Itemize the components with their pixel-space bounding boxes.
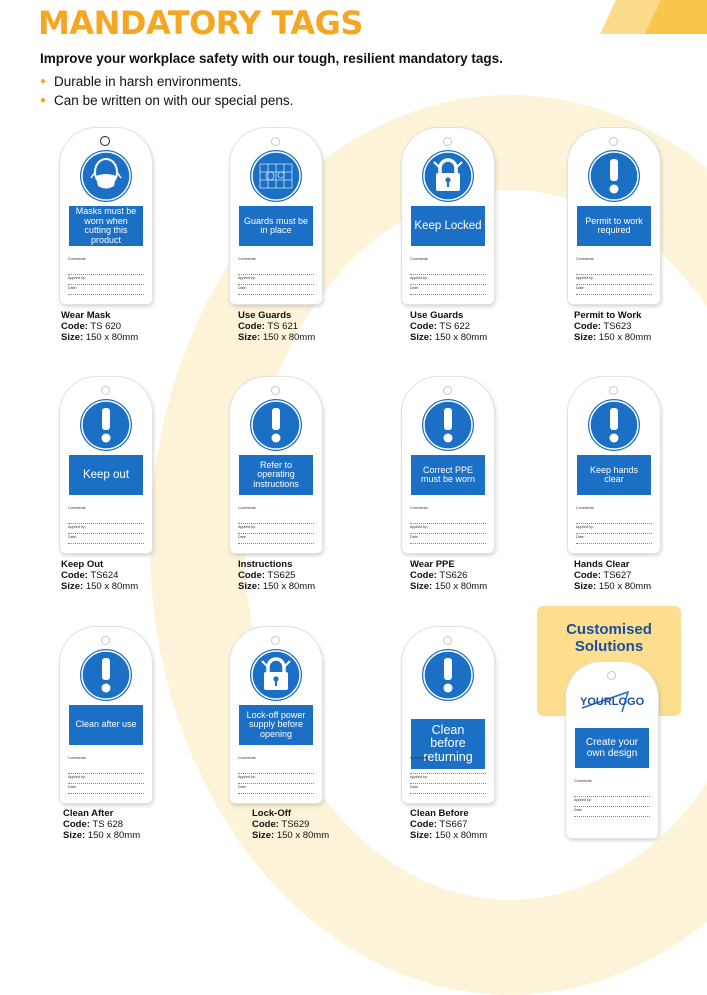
tag-message: Keep hands clear bbox=[577, 455, 651, 495]
guard-icon bbox=[250, 150, 302, 202]
tag-name: Keep Out bbox=[61, 559, 104, 570]
tag-write-fields bbox=[68, 256, 144, 295]
tag-card bbox=[568, 128, 660, 304]
tag-code: Code: TS625 bbox=[238, 570, 296, 581]
exclamation-icon bbox=[588, 399, 640, 451]
tag-field-line: Date: bbox=[238, 534, 314, 544]
tag-card bbox=[230, 128, 322, 304]
tag-field-line: Comments: bbox=[68, 505, 144, 524]
tag-name: Lock-Off bbox=[252, 808, 292, 819]
tag-hole bbox=[443, 636, 452, 645]
tag-card bbox=[402, 627, 494, 803]
tag-name: Clean After bbox=[63, 808, 114, 819]
your-logo-placeholder: YOURLOGO bbox=[580, 696, 645, 708]
tag-write-fields bbox=[410, 256, 486, 295]
tag-write-fields bbox=[238, 505, 314, 544]
tag-size: Size: 150 x 80mm bbox=[61, 581, 139, 592]
tag-name: Instructions bbox=[238, 559, 293, 570]
tag-card bbox=[230, 377, 322, 553]
intro-text: Improve your workplace safety with our tough, resilient mandatory tags. bbox=[40, 51, 503, 66]
tag-size: Size: 150 x 80mm bbox=[410, 332, 488, 343]
tag-size: Size: 150 x 80mm bbox=[252, 830, 330, 841]
tag-card bbox=[230, 627, 322, 803]
tag-field-line: Comments: bbox=[68, 755, 144, 774]
exclamation-icon bbox=[250, 399, 302, 451]
padlock-icon bbox=[250, 649, 302, 701]
tag-code: Code: TS624 bbox=[61, 570, 119, 581]
tag-caption bbox=[574, 310, 651, 343]
tag-field-line: Date: bbox=[68, 285, 144, 295]
tag-caption bbox=[238, 310, 315, 343]
customised-solutions-title: Customised Solutions bbox=[566, 621, 652, 655]
tag-card bbox=[60, 128, 152, 304]
tag-caption bbox=[410, 559, 487, 592]
tag-field-line: Comments: bbox=[68, 256, 144, 275]
exclamation-icon bbox=[80, 399, 132, 451]
tag-field-line: Applied by: bbox=[410, 774, 486, 784]
page-title: MANDATORY TAGS bbox=[38, 4, 363, 42]
tag-field-line: Date: bbox=[410, 285, 486, 295]
tag-field-line: Applied by: bbox=[238, 774, 314, 784]
tag-name: Hands Clear bbox=[574, 559, 630, 570]
tag-caption bbox=[61, 310, 138, 343]
tag-hole bbox=[443, 137, 452, 146]
tag-write-fields bbox=[68, 755, 144, 794]
tag-field-line: Comments: bbox=[410, 505, 486, 524]
tag-name: Wear Mask bbox=[61, 310, 111, 321]
tag-size: Size: 150 x 80mm bbox=[410, 830, 488, 841]
tag-field-line: Comments: bbox=[410, 755, 486, 774]
tag-code: Code: TS 620 bbox=[61, 321, 122, 332]
tag-field-line: Date: bbox=[238, 784, 314, 794]
tag-write-fields bbox=[574, 778, 650, 817]
bullet-dot-icon: ● bbox=[40, 95, 47, 106]
tag-code: Code: TS 628 bbox=[63, 819, 124, 830]
tag-name: Use Guards bbox=[410, 310, 464, 321]
tag-code: Code: TS 621 bbox=[238, 321, 299, 332]
tag-size: Size: 150 x 80mm bbox=[574, 581, 652, 592]
tag-hole bbox=[609, 137, 618, 146]
tag-write-fields bbox=[238, 755, 314, 794]
tag-size: Size: 150 x 80mm bbox=[574, 332, 652, 343]
tag-name: Permit to Work bbox=[574, 310, 642, 321]
tag-message: Lock-off power supply before opening bbox=[239, 705, 313, 745]
tag-card bbox=[568, 377, 660, 553]
tag-field-line: Date: bbox=[574, 807, 650, 817]
tag-hole bbox=[271, 636, 280, 645]
tag-caption bbox=[574, 559, 651, 592]
tag-field-line: Comments: bbox=[576, 256, 652, 275]
tag-card bbox=[402, 377, 494, 553]
tag-hole bbox=[271, 386, 280, 395]
tag-card bbox=[566, 662, 658, 838]
tag-message: Clean before returning bbox=[411, 719, 485, 769]
tag-field-line: Comments: bbox=[410, 256, 486, 275]
tag-message: Masks must be worn when cutting this product bbox=[69, 206, 143, 246]
tag-code: Code: TS667 bbox=[410, 819, 468, 830]
tag-size: Size: 150 x 80mm bbox=[410, 581, 488, 592]
tag-size: Size: 150 x 80mm bbox=[238, 332, 316, 343]
tag-message: Guards must be in place bbox=[239, 206, 313, 246]
tag-message: Permit to work required bbox=[577, 206, 651, 246]
tag-write-fields bbox=[410, 755, 486, 794]
tag-caption bbox=[61, 559, 138, 592]
tag-code: Code: TS623 bbox=[574, 321, 632, 332]
tag-caption bbox=[410, 808, 487, 841]
exclamation-icon bbox=[80, 649, 132, 701]
tag-field-line: Date: bbox=[238, 285, 314, 295]
exclamation-icon bbox=[422, 399, 474, 451]
tag-field-line: Date: bbox=[410, 784, 486, 794]
tag-code: Code: TS 622 bbox=[410, 321, 471, 332]
tag-write-fields bbox=[576, 256, 652, 295]
tag-field-line: Comments: bbox=[574, 778, 650, 797]
exclamation-icon bbox=[422, 649, 474, 701]
mask-icon bbox=[80, 150, 132, 202]
feature-item: ● Durable in harsh environments. bbox=[40, 74, 242, 89]
tag-field-line: Applied by: bbox=[68, 774, 144, 784]
corner-stripe-decoration bbox=[557, 0, 707, 34]
tag-hole bbox=[607, 671, 616, 680]
tag-code: Code: TS629 bbox=[252, 819, 310, 830]
tag-field-line: Date: bbox=[576, 285, 652, 295]
tag-write-fields bbox=[576, 505, 652, 544]
feature-list bbox=[40, 72, 293, 110]
tag-size: Size: 150 x 80mm bbox=[61, 332, 139, 343]
tag-field-line: Date: bbox=[68, 534, 144, 544]
tag-field-line: Comments: bbox=[238, 755, 314, 774]
tag-field-line: Date: bbox=[576, 534, 652, 544]
tag-field-line: Applied by: bbox=[238, 524, 314, 534]
tag-size: Size: 150 x 80mm bbox=[63, 830, 141, 841]
tag-card bbox=[60, 627, 152, 803]
tag-field-line: Comments: bbox=[238, 256, 314, 275]
tag-hole bbox=[100, 136, 110, 146]
tag-hole bbox=[271, 137, 280, 146]
tag-hole bbox=[101, 386, 110, 395]
tag-caption bbox=[63, 808, 140, 841]
tag-hole bbox=[609, 386, 618, 395]
tag-size: Size: 150 x 80mm bbox=[238, 581, 316, 592]
feature-item: ● Can be written on with our special pens. bbox=[40, 93, 294, 108]
tag-code: Code: TS626 bbox=[410, 570, 468, 581]
tag-field-line: Date: bbox=[410, 534, 486, 544]
tag-caption bbox=[252, 808, 329, 841]
tag-field-line: Applied by: bbox=[238, 275, 314, 285]
tag-field-line: Applied by: bbox=[576, 524, 652, 534]
tag-field-line: Applied by: bbox=[68, 275, 144, 285]
tag-write-fields bbox=[68, 505, 144, 544]
bullet-dot-icon: ● bbox=[40, 76, 47, 87]
tag-write-fields bbox=[238, 256, 314, 295]
tag-field-line: Applied by: bbox=[410, 524, 486, 534]
tag-field-line: Date: bbox=[68, 784, 144, 794]
tag-field-line: Applied by: bbox=[410, 275, 486, 285]
exclamation-icon bbox=[588, 150, 640, 202]
tag-field-line: Applied by: bbox=[574, 797, 650, 807]
tag-field-line: Applied by: bbox=[576, 275, 652, 285]
tag-card bbox=[60, 377, 152, 553]
tag-field-line: Applied by: bbox=[68, 524, 144, 534]
tag-name: Clean Before bbox=[410, 808, 469, 819]
tag-code: Code: TS627 bbox=[574, 570, 632, 581]
tag-message: Correct PPE must be worn bbox=[411, 455, 485, 495]
tag-hole bbox=[443, 386, 452, 395]
tag-message: Keep Locked bbox=[411, 206, 485, 246]
tag-hole bbox=[101, 636, 110, 645]
tag-name: Use Guards bbox=[238, 310, 292, 321]
tag-name: Wear PPE bbox=[410, 559, 455, 570]
tag-message: Keep out bbox=[69, 455, 143, 495]
tag-message: Refer to operating instructions bbox=[239, 455, 313, 495]
padlock-icon bbox=[422, 150, 474, 202]
tag-field-line: Comments: bbox=[238, 505, 314, 524]
tag-caption bbox=[238, 559, 315, 592]
tag-message: Clean after use bbox=[69, 705, 143, 745]
tag-caption bbox=[410, 310, 487, 343]
tag-field-line: Comments: bbox=[576, 505, 652, 524]
tag-card bbox=[402, 128, 494, 304]
tag-message: Create your own design bbox=[575, 728, 649, 768]
tag-write-fields bbox=[410, 505, 486, 544]
